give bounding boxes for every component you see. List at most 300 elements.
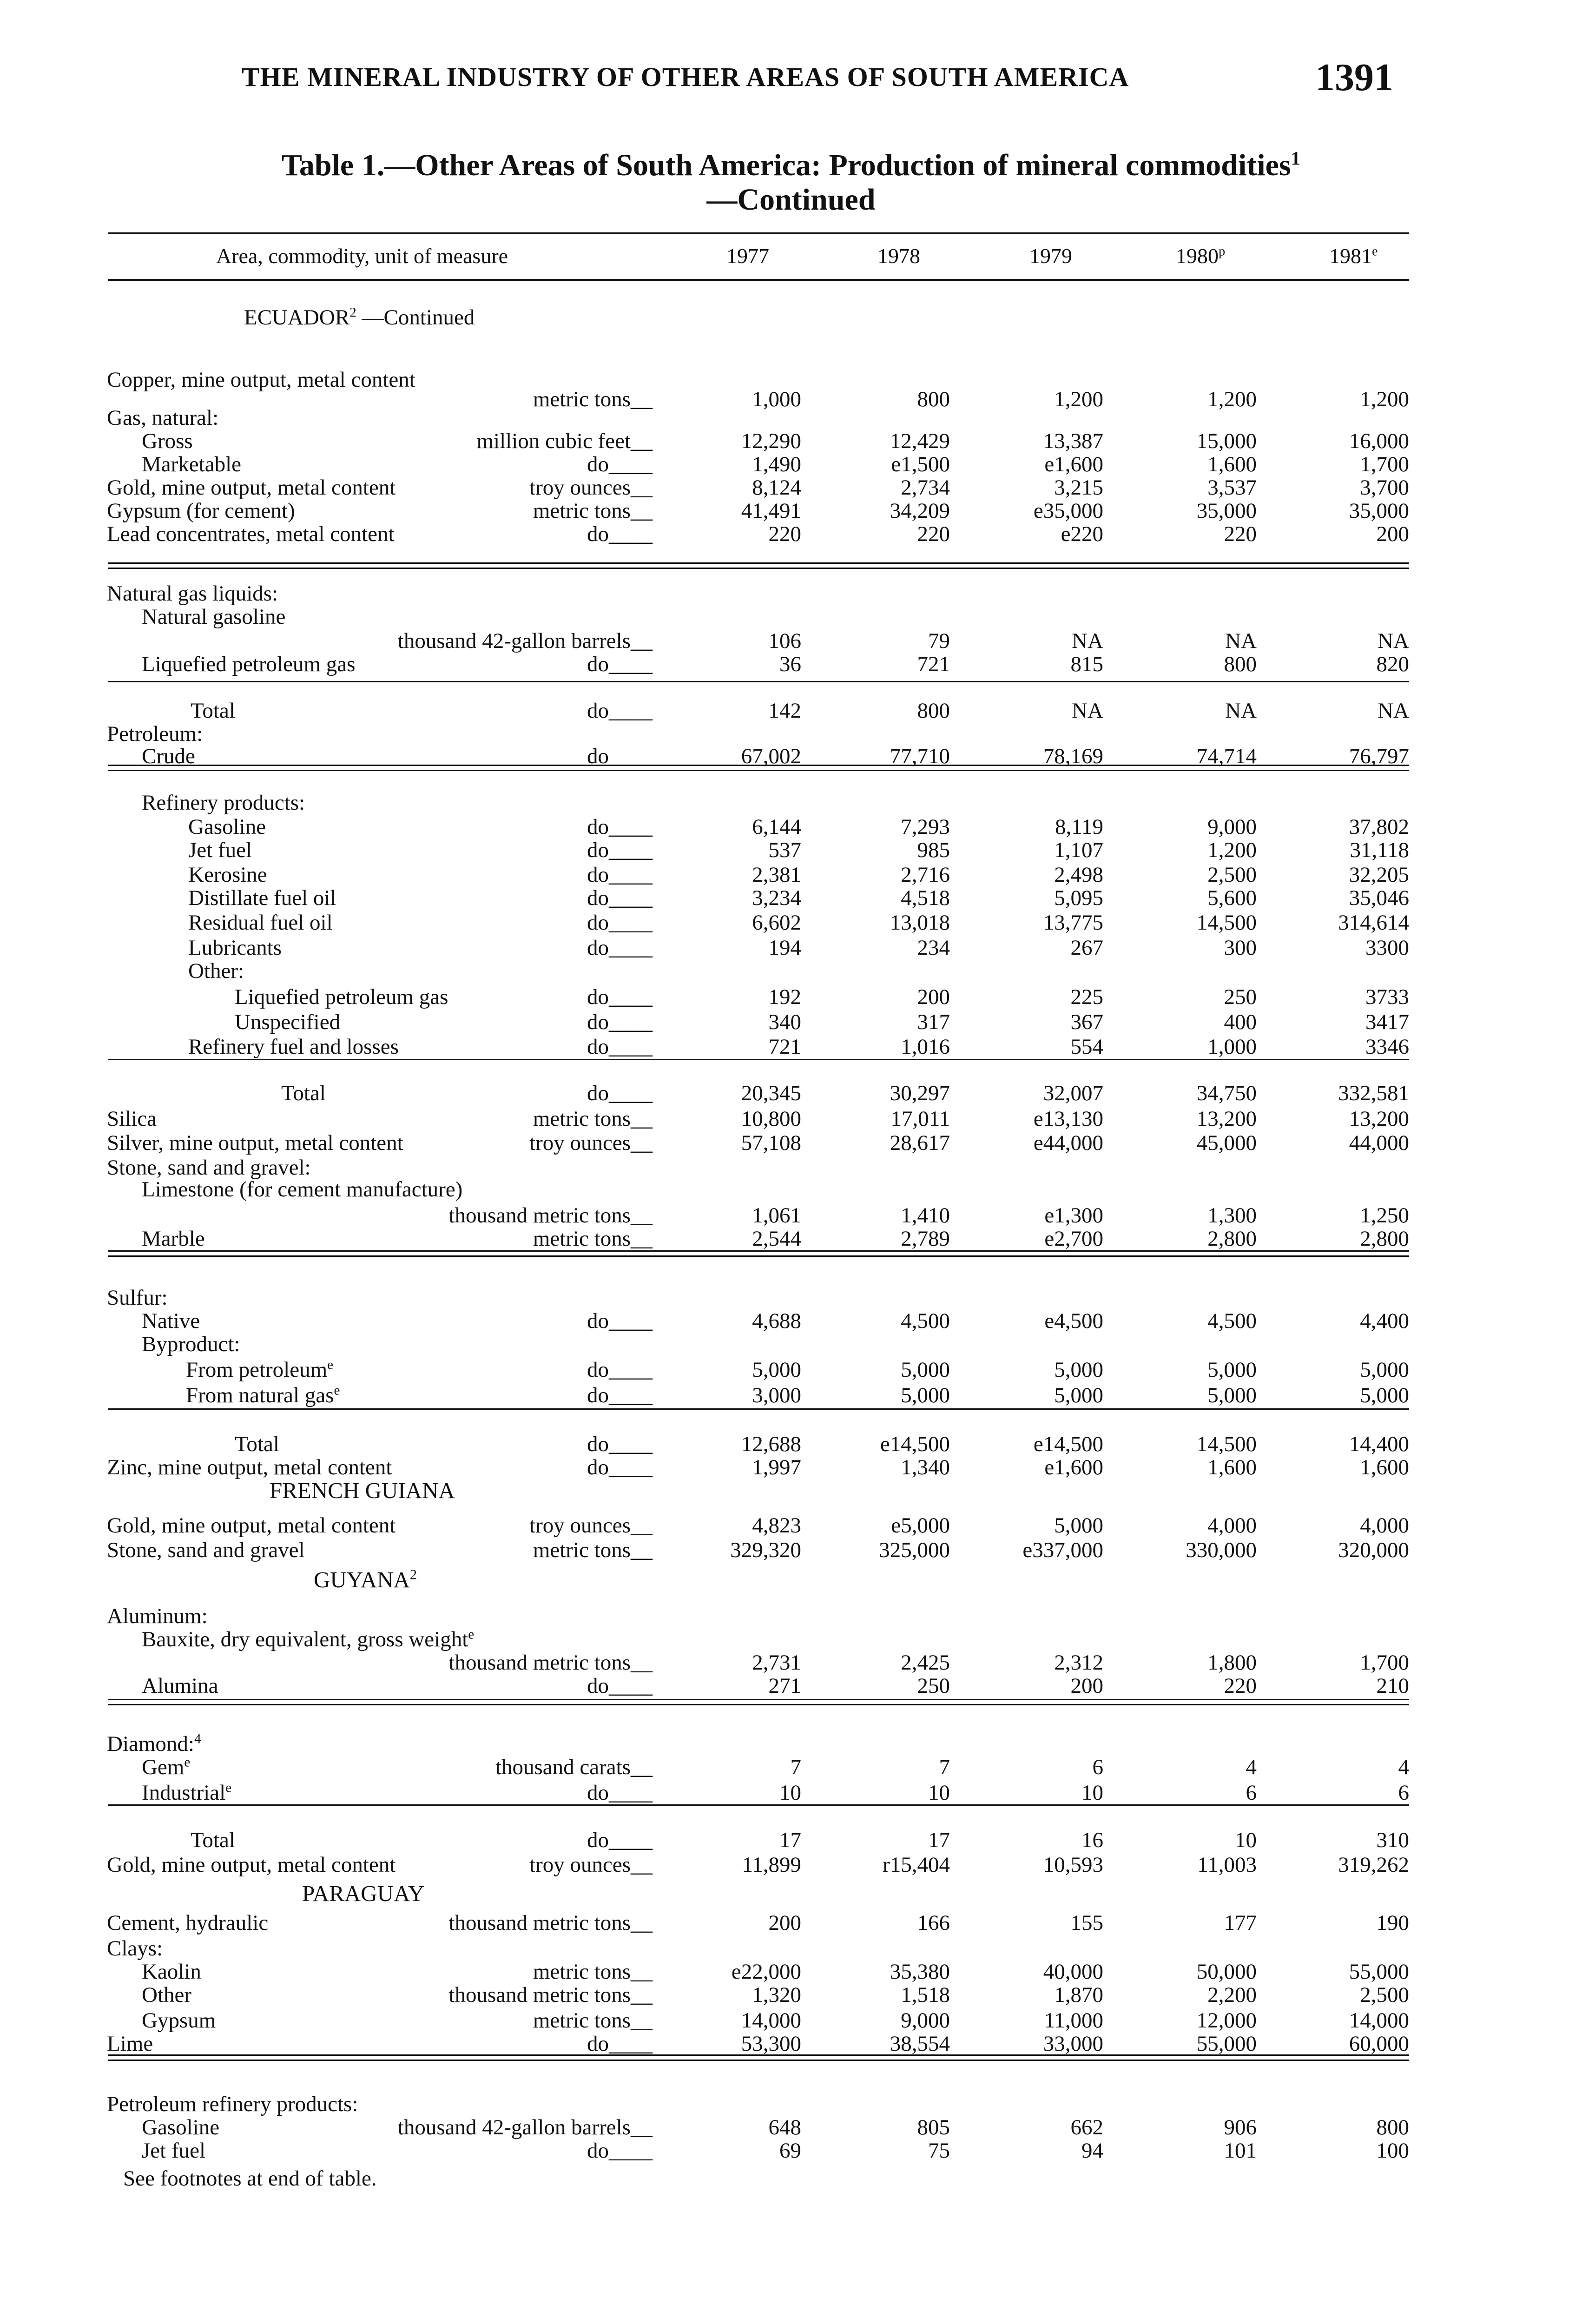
value-1979: e4,500 bbox=[1044, 1309, 1103, 1333]
value-1978: 7,293 bbox=[901, 815, 950, 839]
table-row bbox=[0, 1308, 1582, 1332]
value-1981: 13,200 bbox=[1349, 1107, 1409, 1131]
value-1980: 1,600 bbox=[1207, 452, 1257, 476]
value-1977: 2,731 bbox=[752, 1651, 801, 1675]
value-1979: 2,498 bbox=[1054, 863, 1103, 887]
value-1980: 45,000 bbox=[1196, 1131, 1257, 1155]
table-row bbox=[0, 885, 1582, 909]
row-label: Copper, mine output, metal content bbox=[107, 368, 415, 392]
row-unit: million cubic feet__ bbox=[476, 429, 653, 453]
table-row bbox=[0, 1828, 1582, 1851]
value-1977: 14,000 bbox=[741, 2008, 801, 2033]
value-1981: 16,000 bbox=[1349, 429, 1409, 453]
row-unit: thousand 42-gallon barrels__ bbox=[397, 629, 653, 653]
row-label: Stone, sand and gravel: bbox=[107, 1155, 311, 1180]
table-row bbox=[0, 958, 1582, 982]
row-label: Petroleum refinery products: bbox=[107, 2092, 358, 2116]
value-1977: 5,000 bbox=[752, 1358, 801, 1382]
column-header-1981: 1981e bbox=[1329, 244, 1378, 268]
value-1979: 2,312 bbox=[1054, 1651, 1103, 1675]
row-unit: metric tons__ bbox=[533, 1538, 653, 1562]
value-1977: 329,320 bbox=[730, 1538, 801, 1562]
table-row bbox=[0, 1755, 1582, 1778]
row-unit: do____ bbox=[587, 699, 653, 723]
row-label: Other: bbox=[188, 959, 244, 983]
value-1977: 537 bbox=[768, 838, 801, 862]
table-row bbox=[0, 1177, 1582, 1200]
table-row bbox=[0, 721, 1582, 745]
value-1979: 662 bbox=[1070, 2115, 1103, 2139]
row-label: Natural gas liquids: bbox=[107, 581, 278, 606]
row-unit: do____ bbox=[587, 1828, 653, 1852]
table-row bbox=[0, 1604, 1582, 1627]
value-1979: 32,007 bbox=[1043, 1081, 1103, 1105]
value-1978: 17 bbox=[928, 1828, 950, 1852]
value-1977: 721 bbox=[768, 1035, 801, 1059]
value-1980: 220 bbox=[1224, 1674, 1257, 1698]
value-1980: 34,750 bbox=[1196, 1081, 1257, 1105]
value-1977: 36 bbox=[779, 652, 801, 676]
value-1980: 6 bbox=[1246, 1781, 1257, 1805]
row-unit: troy ounces__ bbox=[529, 475, 653, 500]
value-1978: 800 bbox=[917, 699, 950, 723]
row-unit: do____ bbox=[587, 652, 653, 676]
row-unit: troy ounces__ bbox=[529, 1131, 653, 1155]
table-row bbox=[0, 1673, 1582, 1697]
section-rule bbox=[108, 562, 1409, 569]
value-1979: 33,000 bbox=[1043, 2032, 1103, 2056]
row-unit: do____ bbox=[587, 522, 653, 546]
value-1981: 14,000 bbox=[1349, 2008, 1409, 2033]
value-1977: 142 bbox=[768, 699, 801, 723]
value-1977: 4,823 bbox=[752, 1513, 801, 1538]
value-1981: 2,800 bbox=[1360, 1227, 1409, 1251]
value-1981: 1,250 bbox=[1360, 1203, 1409, 1228]
value-1981: 3,700 bbox=[1360, 475, 1409, 500]
value-1980: 400 bbox=[1224, 1010, 1257, 1034]
value-1979: 8,119 bbox=[1055, 815, 1103, 839]
value-1978: e5,000 bbox=[891, 1513, 950, 1538]
value-1977: 3,000 bbox=[752, 1383, 801, 1407]
section-heading-ecuador: ECUADOR$^2$ —Continued bbox=[244, 305, 475, 330]
header-rule bbox=[108, 279, 1409, 281]
value-1978: 5,000 bbox=[901, 1383, 950, 1407]
value-1978: 805 bbox=[917, 2115, 950, 2139]
row-unit: thousand metric tons__ bbox=[448, 1983, 653, 2007]
section-heading-guyana: GUYANA$^2$ bbox=[314, 1566, 417, 1592]
value-1979: e13,130 bbox=[1033, 1107, 1103, 1131]
table-row bbox=[0, 814, 1582, 838]
value-1981: NA bbox=[1378, 629, 1409, 653]
row-label: Cement, hydraulic bbox=[107, 1911, 269, 1935]
row-unit: do____ bbox=[587, 1081, 653, 1105]
row-unit: do____ bbox=[587, 815, 653, 839]
table-row bbox=[0, 1513, 1582, 1536]
table-row bbox=[0, 1627, 1582, 1650]
row-label: Gross bbox=[142, 429, 193, 453]
row-label: Total bbox=[191, 1828, 235, 1852]
value-1979: 94 bbox=[1081, 2139, 1103, 2163]
value-1981: 314,614 bbox=[1338, 911, 1409, 935]
value-1979: e1,600 bbox=[1044, 452, 1103, 476]
value-1978: 721 bbox=[917, 652, 950, 676]
row-unit: do____ bbox=[587, 1674, 653, 1698]
value-1981: 1,700 bbox=[1360, 1651, 1409, 1675]
value-1977: e22,000 bbox=[731, 1960, 801, 1984]
column-header-label: Area, commodity, unit of measure bbox=[216, 244, 508, 268]
section-rule bbox=[108, 1408, 1409, 1410]
row-label: Liquefied petroleum gas bbox=[235, 985, 448, 1009]
value-1979: 367 bbox=[1070, 1010, 1103, 1034]
row-label: Zinc, mine output, metal content bbox=[107, 1455, 392, 1479]
row-unit: metric tons__ bbox=[533, 1227, 653, 1251]
value-1978: 317 bbox=[917, 1010, 950, 1034]
value-1980: 5,600 bbox=[1207, 886, 1257, 910]
value-1981: 1,700 bbox=[1360, 452, 1409, 476]
table-row bbox=[0, 1455, 1582, 1478]
value-1977: 53,300 bbox=[741, 2032, 801, 2056]
row-label: Silica bbox=[107, 1107, 157, 1131]
row-label: Alumina bbox=[142, 1674, 218, 1698]
row-unit: do____ bbox=[587, 863, 653, 887]
table-row bbox=[0, 1081, 1582, 1104]
value-1981: 190 bbox=[1376, 1911, 1409, 1935]
value-1979: e1,600 bbox=[1044, 1455, 1103, 1479]
value-1978: 800 bbox=[917, 387, 950, 411]
value-1979: 5,000 bbox=[1054, 1358, 1103, 1382]
value-1977: 11,899 bbox=[742, 1853, 801, 1877]
table-row bbox=[0, 1332, 1582, 1355]
value-1981: 35,046 bbox=[1349, 886, 1409, 910]
value-1978: 250 bbox=[917, 1674, 950, 1698]
value-1978: 28,617 bbox=[890, 1131, 950, 1155]
row-unit: metric tons__ bbox=[533, 2008, 653, 2033]
value-1977: 20,345 bbox=[741, 1081, 801, 1105]
table-row bbox=[0, 790, 1582, 813]
row-label: Gypsum bbox=[142, 2008, 216, 2033]
value-1981: 37,802 bbox=[1349, 815, 1409, 839]
value-1978: r15,404 bbox=[883, 1853, 950, 1877]
value-1977: 12,688 bbox=[741, 1432, 801, 1456]
row-label: Lubricants bbox=[188, 936, 282, 960]
row-label: Kerosine bbox=[188, 863, 267, 887]
value-1978: 1,016 bbox=[901, 1035, 950, 1059]
row-unit: do____ bbox=[587, 1781, 653, 1805]
value-1977: 220 bbox=[768, 522, 801, 546]
section-rule bbox=[108, 1699, 1409, 1705]
row-label: Gas, natural: bbox=[107, 406, 219, 430]
value-1981: NA bbox=[1378, 699, 1409, 723]
table-row bbox=[0, 1959, 1582, 1982]
table-row bbox=[0, 1780, 1582, 1803]
table-row bbox=[0, 604, 1582, 627]
value-1978: 10 bbox=[928, 1781, 950, 1805]
table-row bbox=[0, 2092, 1582, 2115]
value-1978: e1,500 bbox=[891, 452, 950, 476]
row-label: Distillate fuel oil bbox=[188, 886, 336, 910]
row-unit: do____ bbox=[587, 985, 653, 1009]
row-label: Native bbox=[142, 1309, 200, 1333]
value-1979: e337,000 bbox=[1022, 1538, 1103, 1562]
row-label: Silver, mine output, metal content bbox=[107, 1131, 403, 1155]
value-1980: 177 bbox=[1224, 1911, 1257, 1935]
value-1979: NA bbox=[1072, 699, 1103, 723]
value-1980: 1,800 bbox=[1207, 1651, 1257, 1675]
value-1978: 1,340 bbox=[901, 1455, 950, 1479]
table-row bbox=[0, 1650, 1582, 1673]
value-1979: 5,095 bbox=[1054, 886, 1103, 910]
table-row bbox=[0, 1226, 1582, 1249]
value-1979: 13,775 bbox=[1043, 911, 1103, 935]
value-1977: 1,000 bbox=[752, 387, 801, 411]
value-1979: 155 bbox=[1070, 1911, 1103, 1935]
value-1980: 800 bbox=[1224, 652, 1257, 676]
value-1978: 17,011 bbox=[890, 1107, 950, 1131]
column-header-1980: 1980$^p$ bbox=[1176, 244, 1226, 268]
table-row bbox=[0, 522, 1582, 545]
running-title: THE MINERAL INDUSTRY OF OTHER AREAS OF SOUTH AMERICA bbox=[242, 62, 1129, 92]
value-1979: 554 bbox=[1070, 1035, 1103, 1059]
value-1977: 10 bbox=[779, 1781, 801, 1805]
value-1977: 57,108 bbox=[741, 1131, 801, 1155]
value-1979: NA bbox=[1072, 629, 1103, 653]
table-row bbox=[0, 1936, 1582, 1959]
value-1979: 5,000 bbox=[1054, 1383, 1103, 1407]
value-1980: 1,200 bbox=[1207, 387, 1257, 411]
value-1981: 1,600 bbox=[1360, 1455, 1409, 1479]
value-1978: 1,518 bbox=[901, 1983, 950, 2007]
value-1977: 6,144 bbox=[752, 815, 801, 839]
table-row bbox=[0, 1982, 1582, 2006]
column-header-1978: 1978 bbox=[877, 244, 920, 268]
value-1979: 11,000 bbox=[1044, 2008, 1103, 2033]
value-1977: 4,688 bbox=[752, 1309, 801, 1333]
value-1979: 3,215 bbox=[1054, 475, 1103, 500]
value-1981: 200 bbox=[1376, 522, 1409, 546]
row-label: From petroleum$^e$ bbox=[186, 1357, 334, 1382]
value-1980: 9,000 bbox=[1207, 815, 1257, 839]
row-unit: do____ bbox=[587, 911, 653, 935]
row-unit: do____ bbox=[587, 936, 653, 960]
value-1977: 7 bbox=[790, 1755, 801, 1779]
value-1978: 79 bbox=[928, 629, 950, 653]
row-label: Diamond:$^4$ bbox=[107, 1731, 201, 1756]
row-label: Liquefied petroleum gas bbox=[142, 652, 356, 676]
value-1978: 77,710 bbox=[890, 744, 950, 768]
row-label: Clays: bbox=[107, 1936, 163, 1961]
value-1980: 10 bbox=[1235, 1828, 1257, 1852]
value-1977: 67,002 bbox=[741, 744, 801, 768]
value-1978: 220 bbox=[917, 522, 950, 546]
value-1979: 13,387 bbox=[1043, 429, 1103, 453]
row-unit: do____ bbox=[587, 2032, 653, 2056]
value-1978: 38,554 bbox=[890, 2032, 950, 2056]
table-row bbox=[0, 1538, 1582, 1561]
value-1978: 200 bbox=[917, 985, 950, 1009]
value-1977: 2,381 bbox=[752, 863, 801, 887]
value-1978: 13,018 bbox=[890, 911, 950, 935]
value-1981: 60,000 bbox=[1349, 2032, 1409, 2056]
value-1979: 6 bbox=[1092, 1755, 1103, 1779]
value-1978: 4,500 bbox=[901, 1309, 950, 1333]
row-unit: do____ bbox=[587, 452, 653, 476]
value-1980: 906 bbox=[1224, 2115, 1257, 2139]
value-1980: 330,000 bbox=[1186, 1538, 1257, 1562]
value-1980: 101 bbox=[1224, 2139, 1257, 2163]
value-1981: 3300 bbox=[1365, 936, 1409, 960]
value-1981: 32,205 bbox=[1349, 863, 1409, 887]
value-1979: 1,870 bbox=[1054, 1983, 1103, 2007]
value-1977: 106 bbox=[768, 629, 801, 653]
table-row bbox=[0, 1432, 1582, 1455]
value-1979: 16 bbox=[1081, 1828, 1103, 1852]
table-row bbox=[0, 984, 1582, 1008]
row-unit: do____ bbox=[587, 1010, 653, 1034]
value-1977: 12,290 bbox=[741, 429, 801, 453]
value-1980: 4,000 bbox=[1207, 1513, 1257, 1538]
row-label: Marketable bbox=[142, 452, 242, 476]
value-1977: 10,800 bbox=[741, 1107, 801, 1131]
value-1979: e1,300 bbox=[1044, 1203, 1103, 1228]
value-1980: 11,003 bbox=[1197, 1853, 1257, 1877]
table-row bbox=[0, 2115, 1582, 2138]
table-row bbox=[0, 838, 1582, 861]
value-1979: e35,000 bbox=[1033, 499, 1103, 523]
row-label: Gold, mine output, metal content bbox=[107, 475, 396, 500]
value-1978: 2,716 bbox=[901, 863, 950, 887]
table-row bbox=[0, 498, 1582, 522]
row-label: Sulfur: bbox=[107, 1286, 168, 1310]
value-1981: 55,000 bbox=[1349, 1960, 1409, 1984]
table-row bbox=[0, 935, 1582, 958]
value-1980: 55,000 bbox=[1196, 2032, 1257, 2056]
row-unit: thousand 42-gallon barrels__ bbox=[397, 2115, 653, 2139]
value-1978: 35,380 bbox=[890, 1960, 950, 1984]
value-1981: 100 bbox=[1376, 2139, 1409, 2163]
value-1980: 2,200 bbox=[1207, 1983, 1257, 2007]
value-1977: 648 bbox=[768, 2115, 801, 2139]
row-label: Industrial$^e$ bbox=[142, 1780, 232, 1805]
value-1980: 14,500 bbox=[1196, 911, 1257, 935]
value-1981: 800 bbox=[1376, 2115, 1409, 2139]
row-unit: metric tons__ bbox=[533, 387, 653, 411]
value-1979: 815 bbox=[1070, 652, 1103, 676]
table-row bbox=[0, 744, 1582, 767]
value-1978: 7 bbox=[939, 1755, 950, 1779]
value-1980: NA bbox=[1225, 629, 1257, 653]
table-row bbox=[0, 1010, 1582, 1033]
row-unit: troy ounces__ bbox=[529, 1513, 653, 1538]
table-row bbox=[0, 652, 1582, 675]
value-1978: 985 bbox=[917, 838, 950, 862]
value-1977: 17 bbox=[779, 1828, 801, 1852]
row-label: Residual fuel oil bbox=[188, 911, 333, 935]
value-1980: 5,000 bbox=[1207, 1383, 1257, 1407]
row-label: Refinery fuel and losses bbox=[188, 1035, 399, 1059]
row-unit: do____ bbox=[587, 744, 653, 768]
value-1979: 5,000 bbox=[1054, 1513, 1103, 1538]
value-1980: 300 bbox=[1224, 936, 1257, 960]
table-title: Table 1.—Other Areas of South America: Production of mineral commodities$^1$ bbox=[281, 148, 1301, 182]
column-header-1977: 1977 bbox=[726, 244, 769, 268]
value-1979: e14,500 bbox=[1033, 1432, 1103, 1456]
value-1979: 200 bbox=[1070, 1674, 1103, 1698]
row-label: Gasoline bbox=[142, 2115, 220, 2139]
value-1980: 250 bbox=[1224, 985, 1257, 1009]
row-label: Gold, mine output, metal content bbox=[107, 1853, 396, 1877]
value-1978: 234 bbox=[917, 936, 950, 960]
row-unit: thousand carats__ bbox=[495, 1755, 653, 1779]
value-1980: 2,800 bbox=[1207, 1227, 1257, 1251]
row-unit: thousand metric tons__ bbox=[448, 1651, 653, 1675]
row-label: Gold, mine output, metal content bbox=[107, 1513, 396, 1538]
value-1978: 4,518 bbox=[901, 886, 950, 910]
table-row bbox=[0, 1106, 1582, 1129]
row-unit: metric tons__ bbox=[533, 499, 653, 523]
section-rule bbox=[108, 1250, 1409, 1257]
value-1977: 200 bbox=[768, 1911, 801, 1935]
page-number: 1391 bbox=[1315, 56, 1393, 99]
row-unit: do____ bbox=[587, 838, 653, 862]
row-label: Jet fuel bbox=[142, 2139, 206, 2163]
top-rule bbox=[108, 232, 1409, 234]
footnote-reference: See footnotes at end of table. bbox=[123, 2166, 377, 2191]
table-row bbox=[0, 581, 1582, 604]
value-1978: 166 bbox=[917, 1911, 950, 1935]
value-1977: 8,124 bbox=[752, 475, 801, 500]
value-1979: 225 bbox=[1070, 985, 1103, 1009]
value-1981: 3346 bbox=[1365, 1035, 1409, 1059]
table-row bbox=[0, 1852, 1582, 1875]
value-1977: 192 bbox=[768, 985, 801, 1009]
table-row bbox=[0, 452, 1582, 475]
table-row bbox=[0, 429, 1582, 452]
value-1979: e44,000 bbox=[1033, 1131, 1103, 1155]
row-label: Total bbox=[235, 1432, 279, 1456]
value-1978: 5,000 bbox=[901, 1358, 950, 1382]
row-label: Crude bbox=[142, 744, 195, 768]
value-1981: 4,400 bbox=[1360, 1309, 1409, 1333]
value-1980: NA bbox=[1225, 699, 1257, 723]
value-1980: 12,000 bbox=[1196, 2008, 1257, 2033]
table-row bbox=[0, 1203, 1582, 1226]
value-1981: 320,000 bbox=[1338, 1538, 1409, 1562]
value-1981: 1,200 bbox=[1360, 387, 1409, 411]
table-row bbox=[0, 862, 1582, 885]
value-1978: 325,000 bbox=[879, 1538, 950, 1562]
value-1981: 44,000 bbox=[1349, 1131, 1409, 1155]
value-1981: 4 bbox=[1398, 1755, 1409, 1779]
value-1977: 271 bbox=[768, 1674, 801, 1698]
value-1980: 4 bbox=[1246, 1755, 1257, 1779]
value-1978: 75 bbox=[928, 2139, 950, 2163]
table-row bbox=[0, 698, 1582, 721]
value-1977: 69 bbox=[779, 2139, 801, 2163]
row-label: Total bbox=[281, 1081, 326, 1105]
row-unit: troy ounces__ bbox=[529, 1853, 653, 1877]
table-row bbox=[0, 1034, 1582, 1057]
value-1981: 319,262 bbox=[1338, 1853, 1409, 1877]
value-1981: 210 bbox=[1376, 1674, 1409, 1698]
row-label: Gem$^e$ bbox=[142, 1755, 191, 1779]
value-1981: 35,000 bbox=[1349, 499, 1409, 523]
row-unit: do____ bbox=[587, 1432, 653, 1456]
value-1978: 34,209 bbox=[890, 499, 950, 523]
section-heading-paraguay: PARAGUAY bbox=[302, 1881, 425, 1906]
value-1981: 14,400 bbox=[1349, 1432, 1409, 1456]
value-1980: 1,000 bbox=[1207, 1035, 1257, 1059]
row-label: Aluminum: bbox=[107, 1604, 208, 1628]
